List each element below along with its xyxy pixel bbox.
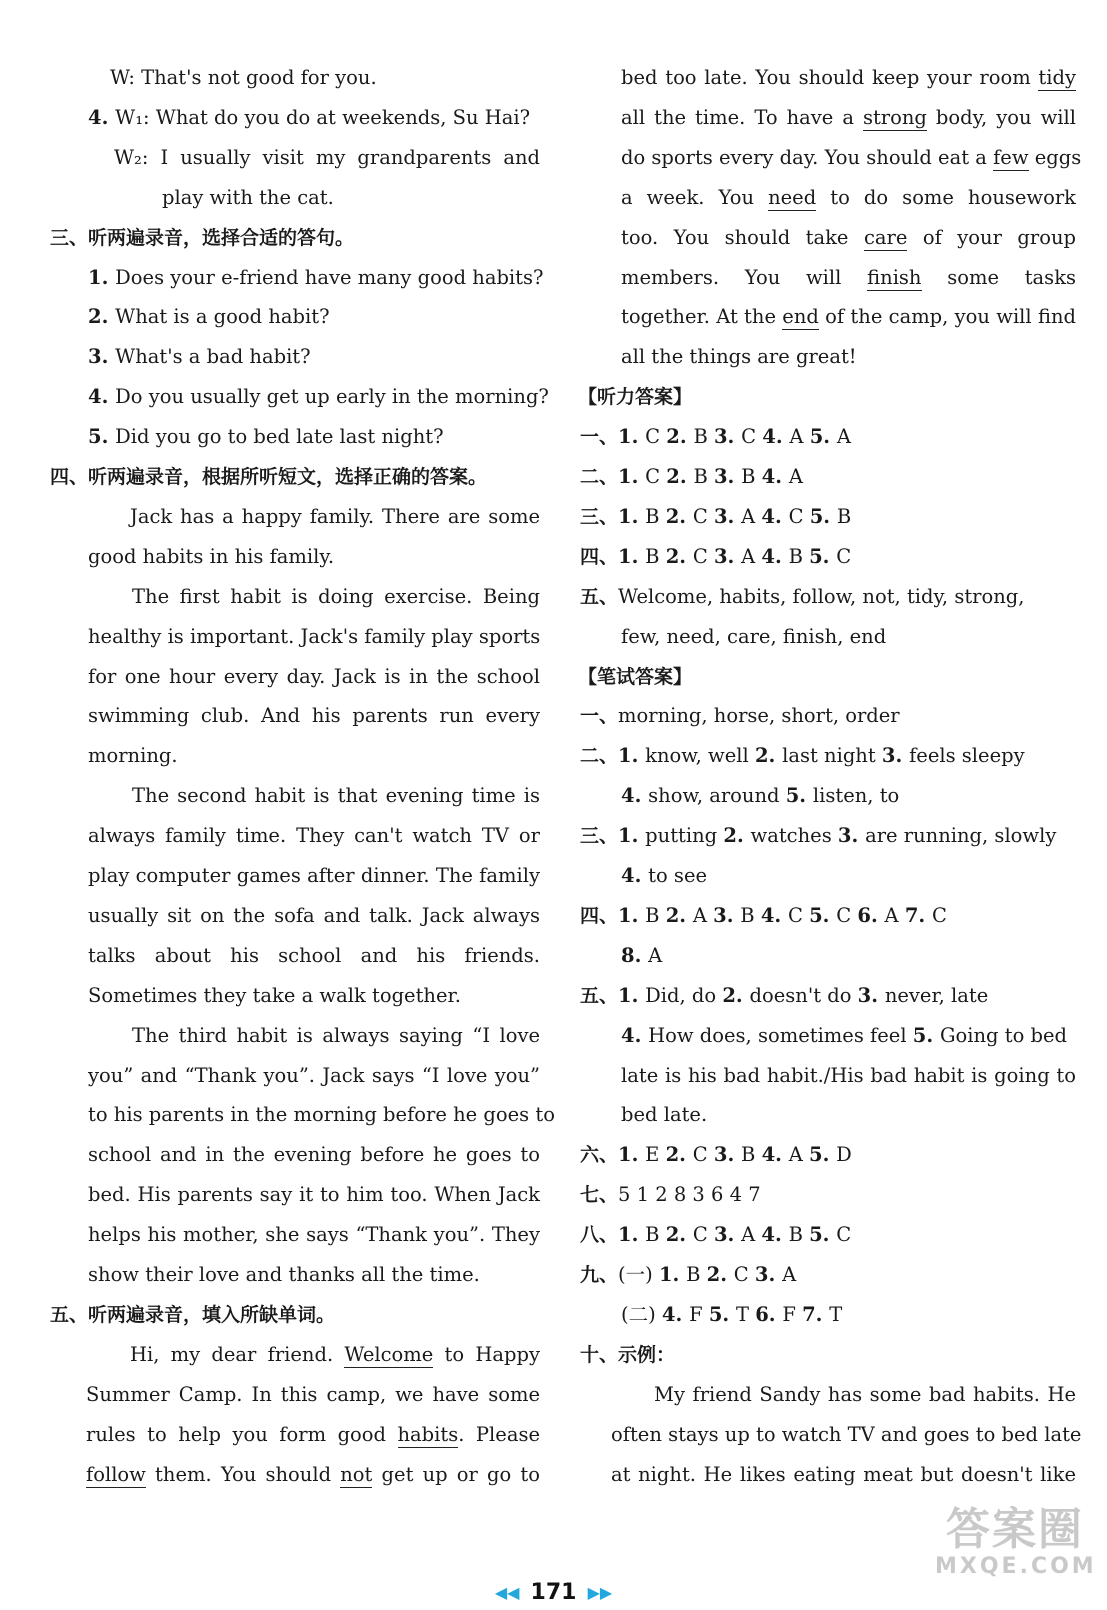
text-run: 2. xyxy=(706,1263,734,1286)
text-run: 4. xyxy=(88,105,116,129)
text-run: 1. xyxy=(618,1143,646,1167)
text-run: 5. xyxy=(88,425,116,449)
text-run: A xyxy=(782,1263,797,1286)
right-text-line xyxy=(586,1375,1076,1415)
text-run: 7. xyxy=(904,903,932,927)
right-text-line xyxy=(580,816,1076,856)
text-run: always family time. They can't watch TV or xyxy=(88,824,540,848)
section-heading: 三、 xyxy=(580,825,619,848)
text-run: rules to help you form good xyxy=(86,1422,398,1446)
text-run: 2. xyxy=(88,305,116,329)
text-run: of your group xyxy=(907,225,1076,249)
text-run: 1. xyxy=(88,265,116,289)
text-run: B xyxy=(693,425,714,449)
text-run: D xyxy=(836,1143,852,1167)
text-run: The third habit is always saying “I love xyxy=(132,1023,540,1047)
left-text-line xyxy=(50,696,540,736)
section-heading: 【听力答案】 xyxy=(578,386,693,409)
text-run: F xyxy=(689,1302,709,1326)
filled-blank-word: need xyxy=(768,185,817,209)
text-run: are running, slowly xyxy=(865,824,1057,848)
right-text-line xyxy=(580,577,1076,617)
page-number: 171 xyxy=(530,1580,577,1605)
text-run: for one hour every day. Jack is in the school xyxy=(88,664,540,688)
text-run: A xyxy=(789,425,810,449)
text-run: 2. xyxy=(665,1223,693,1247)
text-run: 3. xyxy=(713,544,742,568)
section-heading: 十、示例： xyxy=(580,1343,676,1366)
text-run: T xyxy=(829,1302,843,1326)
text-run: putting xyxy=(645,824,724,848)
text-run: 4. xyxy=(661,1302,690,1326)
filled-blank-word: tidy xyxy=(1038,66,1076,89)
section-heading: 三、听两遍录音，选择合适的答句。 xyxy=(50,226,355,249)
watermark-logo-text: 答案圈 xyxy=(946,1504,1084,1555)
filled-blank-word: follow xyxy=(86,1462,146,1486)
filled-blank-word: strong xyxy=(862,105,927,129)
section-heading: 二、 xyxy=(580,466,619,488)
text-run: (二) xyxy=(621,1302,662,1326)
text-run: 6. xyxy=(755,1302,783,1326)
text-run: C xyxy=(788,504,810,528)
text-run: C xyxy=(645,465,667,488)
text-run: A xyxy=(741,504,762,528)
text-run: A xyxy=(788,1143,810,1167)
text-run: morning, horse, short, order xyxy=(618,704,900,728)
text-run: play with the cat. xyxy=(162,185,334,209)
text-run: 4. xyxy=(621,864,649,887)
text-run: B xyxy=(788,1223,810,1247)
text-run: 3. xyxy=(713,425,742,449)
text-run: late is his bad habit./His bad habit is going to xyxy=(621,1063,1076,1087)
text-run: a week. You xyxy=(621,185,769,209)
text-run: A xyxy=(692,903,714,927)
text-run: 3. xyxy=(713,465,742,488)
filled-blank-word: habits xyxy=(397,1422,459,1446)
text-run: W₂: I usually visit my grandparents and xyxy=(114,145,540,169)
filled-blank-word: few xyxy=(993,145,1029,169)
text-run: Summer Camp. In this camp, we have some xyxy=(86,1382,540,1406)
left-text-line xyxy=(50,1375,540,1415)
right-text-line xyxy=(580,1175,1076,1215)
left-text-line xyxy=(50,297,540,337)
text-run: Do you usually get up early in the morning? xyxy=(115,385,549,409)
text-run: too. You should take xyxy=(621,225,864,249)
text-run: A xyxy=(884,903,905,927)
text-run: C xyxy=(836,1223,852,1247)
text-run: never, late xyxy=(884,983,989,1007)
right-text-line xyxy=(586,617,1076,657)
right-text-line xyxy=(580,457,1076,497)
text-run: 1. xyxy=(618,544,646,568)
text-run: play computer games after dinner. The family xyxy=(88,864,540,887)
left-text-line xyxy=(50,816,540,856)
section-heading: 八、 xyxy=(580,1224,619,1247)
left-text-line xyxy=(50,1095,555,1135)
text-run: How does, sometimes feel xyxy=(648,1023,913,1047)
right-text-line xyxy=(586,258,1076,298)
text-run: 1. xyxy=(618,903,646,927)
section-heading: 九、 xyxy=(580,1264,619,1286)
left-text-line xyxy=(50,657,540,697)
section-heading: 六、 xyxy=(580,1144,619,1167)
text-run: helps his mother, she says “Thank you”. They xyxy=(88,1223,540,1247)
text-run: 1. xyxy=(618,983,646,1007)
text-run: A xyxy=(836,425,851,449)
text-run: members. You will xyxy=(621,265,868,289)
right-text-line xyxy=(586,178,1076,218)
text-run: C xyxy=(645,425,667,449)
text-run: 1. xyxy=(618,465,646,488)
filled-blank-word: end xyxy=(782,305,819,329)
text-run: 4. xyxy=(761,544,789,568)
left-text-line xyxy=(50,1016,540,1056)
left-text-line xyxy=(50,1135,540,1175)
left-text-line xyxy=(50,1455,540,1495)
text-run: A xyxy=(741,1223,762,1247)
section-heading: 四、听两遍录音，根据所听短文，选择正确的答案。 xyxy=(50,466,488,488)
text-run: 5. xyxy=(809,544,837,568)
text-run: Does your e-friend have many good habits? xyxy=(115,265,544,289)
text-run: listen, to xyxy=(812,784,900,808)
text-run: 5. xyxy=(912,1023,940,1047)
text-run: 1. xyxy=(618,425,646,449)
right-text-line xyxy=(586,776,1076,816)
right-text-line xyxy=(580,1135,1076,1175)
left-text-line xyxy=(50,896,540,936)
left-text-line xyxy=(50,1056,540,1096)
text-run: 1. xyxy=(658,1263,687,1286)
text-run: 5. xyxy=(708,1302,736,1326)
right-text-line xyxy=(580,537,1076,577)
text-run: show their love and thanks all the time. xyxy=(88,1263,480,1286)
text-run: watches xyxy=(750,824,838,848)
text-run: B xyxy=(741,465,762,488)
text-run: 3. xyxy=(713,1143,742,1167)
text-run: often stays up to watch TV and goes to bed late xyxy=(611,1422,1082,1446)
prev-arrows-icon: ◀◀ xyxy=(494,1583,520,1602)
text-run: 2. xyxy=(754,744,783,768)
right-text-line xyxy=(580,497,1076,537)
left-text-line xyxy=(50,457,540,497)
text-run: Welcome, habits, follow, not, tidy, strong, xyxy=(618,584,1025,608)
left-text-line xyxy=(50,497,540,537)
text-run: 3. xyxy=(88,345,116,369)
right-text-line xyxy=(586,58,1076,98)
text-run: 3. xyxy=(713,1223,742,1247)
text-run: 2. xyxy=(723,824,751,848)
text-run: C xyxy=(692,504,714,528)
text-run: of the camp, you will find xyxy=(818,305,1076,329)
watermark-site-text: MXQE.COM xyxy=(935,1554,1097,1579)
left-text-line xyxy=(50,736,540,776)
section-heading: 五、 xyxy=(580,585,619,608)
text-run: What is a good habit? xyxy=(115,305,330,329)
text-run: C xyxy=(836,544,852,568)
text-run: C xyxy=(787,903,810,927)
text-run: 7. xyxy=(802,1302,830,1326)
filled-blank-word: Welcome xyxy=(344,1342,434,1366)
text-run: you” and “Thank you”. Jack says “I love you” xyxy=(88,1063,540,1087)
text-run: 4. xyxy=(762,425,790,449)
text-run: 2. xyxy=(665,544,693,568)
text-run: last night xyxy=(782,744,882,768)
text-run: B xyxy=(686,1263,707,1286)
right-text-line xyxy=(586,936,1076,976)
text-run: school and in the evening before he goes to xyxy=(88,1143,540,1167)
text-run: C xyxy=(836,903,858,927)
text-run: A xyxy=(788,465,803,488)
text-run: . Please xyxy=(458,1422,541,1446)
left-text-line xyxy=(50,218,540,258)
text-run: 1. xyxy=(618,744,646,768)
right-text-line xyxy=(586,1016,1076,1056)
next-arrows-icon: ▶▶ xyxy=(587,1583,613,1602)
text-run: W: That's not good for you. xyxy=(110,66,377,89)
right-text-line xyxy=(586,297,1076,337)
text-run: Going to bed xyxy=(939,1023,1068,1047)
text-run: 1. xyxy=(618,1223,646,1247)
section-heading: 四、 xyxy=(580,545,619,568)
right-text-line xyxy=(580,736,1076,776)
right-text-line xyxy=(578,377,1076,417)
text-run: 6. xyxy=(857,903,885,927)
left-text-line xyxy=(50,856,540,896)
left-text-line xyxy=(50,537,540,577)
text-run: A xyxy=(741,544,762,568)
section-heading: 五、听两遍录音，填入所缺单词。 xyxy=(50,1303,336,1326)
text-run: to do some housework xyxy=(816,185,1076,209)
right-text-line xyxy=(580,976,1076,1016)
section-heading: 五、 xyxy=(580,984,619,1007)
left-text-line xyxy=(50,776,540,816)
right-text-line xyxy=(580,417,1076,457)
text-run: morning. xyxy=(88,744,178,768)
text-run: 1. xyxy=(618,504,646,528)
text-run: few, need, care, finish, end xyxy=(621,624,887,648)
text-run: 3. xyxy=(713,504,742,528)
right-text-line xyxy=(586,1455,1076,1495)
right-text-line xyxy=(580,1255,1076,1295)
left-text-line xyxy=(50,58,540,98)
text-run: 4. xyxy=(88,385,116,409)
section-heading: 二、 xyxy=(580,745,619,768)
left-text-line xyxy=(50,98,540,138)
text-run: doesn't do xyxy=(749,983,858,1007)
text-run: C xyxy=(692,544,714,568)
right-text-line xyxy=(586,1095,1076,1135)
text-run: them. You should xyxy=(145,1462,341,1486)
text-run: bed late. xyxy=(621,1103,708,1127)
text-run: know, well xyxy=(645,744,755,768)
text-run: bed. His parents say it to him too. When Jack xyxy=(88,1183,540,1207)
text-run: Hi, my dear friend. xyxy=(130,1342,345,1366)
left-text-line xyxy=(50,258,544,298)
right-text-line xyxy=(586,138,1082,178)
section-heading: 七、 xyxy=(580,1184,619,1207)
right-text-line xyxy=(586,337,1076,377)
text-run: 5. xyxy=(809,425,837,449)
text-run: 3. xyxy=(857,983,885,1007)
text-run: W₁: What do you do at weekends, Su Hai? xyxy=(115,105,531,129)
text-run: 4. xyxy=(761,1223,789,1247)
text-run: 5. xyxy=(809,504,837,528)
text-run: 3. xyxy=(754,1263,783,1286)
text-run: 4. xyxy=(760,903,788,927)
left-text-line xyxy=(50,417,540,457)
text-run: 1. xyxy=(618,824,646,848)
text-run: B xyxy=(788,544,810,568)
left-text-line xyxy=(50,1335,540,1375)
text-run: My friend Sandy has some bad habits. He xyxy=(654,1382,1076,1406)
section-heading: 四、 xyxy=(580,904,619,927)
left-text-line xyxy=(50,617,540,657)
text-run: 4. xyxy=(621,1023,649,1047)
text-run: 5. xyxy=(809,903,837,927)
left-text-line xyxy=(50,936,540,976)
page-footer xyxy=(0,1580,1107,1610)
text-run: 2. xyxy=(722,983,750,1007)
text-run: C xyxy=(692,1143,714,1167)
text-run: 3. xyxy=(881,744,910,768)
text-run: 2. xyxy=(665,903,693,927)
section-heading: 一、 xyxy=(580,705,619,728)
text-run: 3. xyxy=(713,903,741,927)
text-run: Did you go to bed late last night? xyxy=(115,425,444,449)
left-text-line xyxy=(50,337,540,377)
right-text-line xyxy=(580,896,1076,936)
text-run: B xyxy=(836,504,852,528)
section-heading: 一、 xyxy=(580,426,619,449)
text-run: B xyxy=(741,1143,762,1167)
text-run: B xyxy=(645,1223,666,1247)
text-run: What's a bad habit? xyxy=(115,345,311,369)
text-run: B xyxy=(740,903,761,927)
text-run: 5. xyxy=(809,1143,837,1167)
text-run: 2. xyxy=(666,425,694,449)
left-text-line xyxy=(50,1255,540,1295)
text-run: The second habit is that evening time is xyxy=(132,784,540,808)
right-text-line xyxy=(586,856,1076,896)
text-run: healthy is important. Jack's family play sports xyxy=(88,624,541,648)
text-run: Sometimes they take a walk together. xyxy=(88,983,461,1007)
text-run: talks about his school and his friends. xyxy=(88,943,540,967)
text-run: get up or go to xyxy=(372,1462,540,1486)
text-run: 4. xyxy=(761,465,789,488)
left-text-line xyxy=(50,138,540,178)
text-run: body, you will xyxy=(926,105,1076,129)
text-run: 5. xyxy=(809,1223,837,1247)
text-run: B xyxy=(693,465,714,488)
text-run: together. At the xyxy=(621,305,783,329)
left-text-line xyxy=(50,178,540,218)
text-run: to Happy xyxy=(433,1342,540,1366)
text-run: 5. xyxy=(785,784,813,808)
text-run: C xyxy=(741,425,763,449)
text-run: to his parents in the morning before he goes to xyxy=(88,1103,555,1127)
text-run: F xyxy=(782,1302,803,1326)
text-run: to see xyxy=(648,864,708,887)
text-run: (一) xyxy=(618,1263,659,1286)
left-text-line xyxy=(50,976,540,1016)
right-text-line xyxy=(586,218,1076,258)
right-text-line xyxy=(586,1415,1082,1455)
left-text-line xyxy=(50,1175,540,1215)
text-run: C xyxy=(733,1263,755,1286)
text-run: some tasks xyxy=(921,265,1077,289)
text-run: E xyxy=(645,1143,666,1167)
text-run: The first habit is doing exercise. Being xyxy=(132,584,540,608)
text-run: 4. xyxy=(761,504,789,528)
text-run: 8. xyxy=(621,943,649,967)
text-run: good habits in his family. xyxy=(88,544,335,568)
filled-blank-word: finish xyxy=(867,265,922,289)
right-text-line xyxy=(586,98,1076,138)
text-run: C xyxy=(692,1223,714,1247)
section-heading: 【笔试答案】 xyxy=(578,665,693,688)
text-run: B xyxy=(645,903,666,927)
text-run: 5 1 2 8 3 6 4 7 xyxy=(618,1183,761,1207)
text-run: 3. xyxy=(837,824,866,848)
filled-blank-word: not xyxy=(340,1462,373,1486)
left-text-line xyxy=(50,1215,540,1255)
section-heading: 三、 xyxy=(580,505,619,528)
text-run: at night. He likes eating meat but doesn't like xyxy=(611,1462,1076,1486)
text-run: T xyxy=(735,1302,756,1326)
right-text-line xyxy=(580,1215,1076,1255)
right-text-line xyxy=(580,1335,1076,1375)
text-run: 4. xyxy=(761,1143,789,1167)
text-run: A xyxy=(648,943,663,967)
text-run: do sports every day. You should eat a xyxy=(621,145,994,169)
text-run: show, around xyxy=(648,784,786,808)
text-run: eggs xyxy=(1028,145,1082,169)
text-run: Did, do xyxy=(645,983,723,1007)
right-text-line xyxy=(578,657,1076,697)
text-run: swimming club. And his parents run every xyxy=(88,704,540,728)
right-text-line xyxy=(580,696,1076,736)
text-run: 4. xyxy=(621,784,649,808)
left-text-line xyxy=(50,1415,540,1455)
text-run: Jack has a happy family. There are some xyxy=(130,504,540,528)
right-text-line xyxy=(586,1295,1076,1335)
text-run: feels sleepy xyxy=(909,744,1025,768)
watermark-logo xyxy=(935,1505,1095,1583)
text-run: all the things are great! xyxy=(621,345,857,369)
text-run: B xyxy=(645,504,666,528)
filled-blank-word: care xyxy=(863,225,908,249)
left-text-line xyxy=(50,377,549,417)
left-text-line xyxy=(50,577,540,617)
text-run: 2. xyxy=(666,465,694,488)
text-run: usually sit on the sofa and talk. Jack always xyxy=(88,903,540,927)
text-run: bed too late. You should keep your room xyxy=(621,66,1039,89)
left-text-line xyxy=(50,1295,540,1335)
text-run: 2. xyxy=(665,504,693,528)
text-run: all the time. To have a xyxy=(621,105,863,129)
text-run: B xyxy=(645,544,666,568)
text-run: 2. xyxy=(665,1143,693,1167)
right-text-line xyxy=(586,1056,1076,1096)
text-run: C xyxy=(931,903,947,927)
